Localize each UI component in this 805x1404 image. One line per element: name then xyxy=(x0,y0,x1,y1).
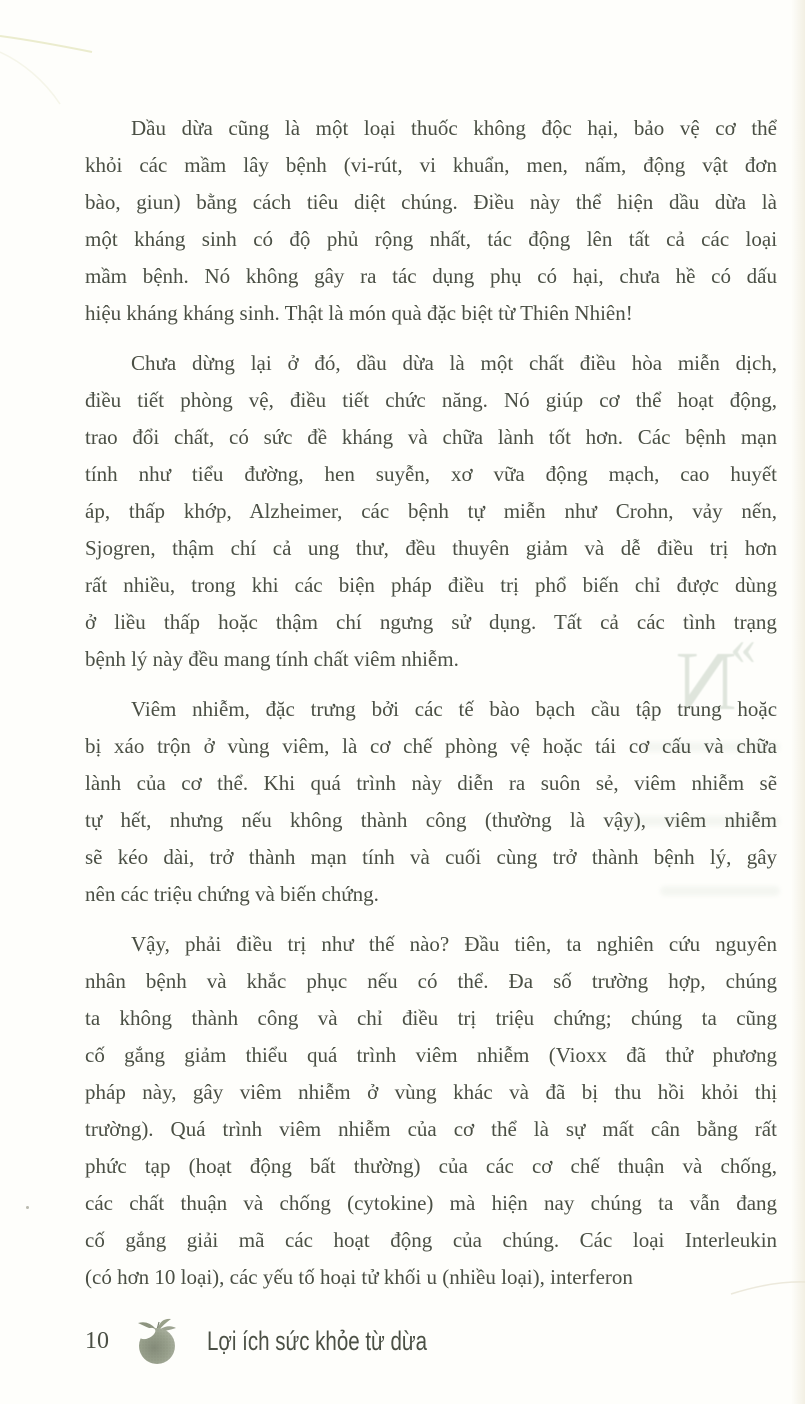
text-line: áp, thấp khớp, Alzheimer, các bệnh tự miễn như Crohn, vảy nến, xyxy=(85,499,777,523)
text-line: Viêm nhiễm, đặc trưng bởi các tế bào bạch cầu tập trung hoặc xyxy=(131,697,778,721)
coconut-icon xyxy=(133,1317,183,1365)
paragraph xyxy=(85,691,777,913)
text-line: trường). Quá trình viêm nhiễm của cơ thể là sự mất cân bằng rất xyxy=(85,1117,777,1141)
text-line: các chất thuận và chống (cytokine) mà hiện nay chúng ta vẫn đang xyxy=(85,1191,778,1215)
page-text xyxy=(85,110,777,1296)
scan-speck xyxy=(26,1206,29,1209)
text-line: Chưa dừng lại ở đó, dầu dừa là một chất điều hòa miễn dịch, xyxy=(131,351,778,375)
text-line: một kháng sinh có độ phủ rộng nhất, tác động lên tất cả các loại xyxy=(85,227,778,251)
footer-book-title: Lợi ích sức khỏe từ dừa xyxy=(207,1325,428,1356)
text-line: nên các triệu chứng và biến chứng. xyxy=(85,882,379,906)
text-line: cố gắng giảm thiểu quá trình viêm nhiễm (Vioxx đã thử phương xyxy=(85,1043,777,1067)
paragraph xyxy=(85,345,777,678)
text-line: hiệu kháng kháng sinh. Thật là món quà đặc biệt từ Thiên Nhiên! xyxy=(85,301,633,325)
paragraph xyxy=(85,110,777,332)
text-line: pháp này, gây viêm nhiễm ở vùng khác và đã bị thu hồi khỏi thị xyxy=(85,1080,778,1104)
text-line: cố gắng giải mã các hoạt động của chúng. Các loại Interleukin xyxy=(85,1228,778,1252)
text-line: tính như tiểu đường, hen suyễn, xơ vữa động mạch, cao huyết xyxy=(85,462,778,486)
page-footer xyxy=(85,1316,497,1366)
text-line: trao đổi chất, có sức đề kháng và chữa lành tốt hơn. Các bệnh mạn xyxy=(85,425,777,449)
text-line: rất nhiều, trong khi các biện pháp điều trị phổ biến chỉ được dùng xyxy=(85,573,778,597)
page-edge-shadow xyxy=(791,0,805,1404)
text-line: điều tiết phòng vệ, điều tiết chức năng. Nó giúp cơ thể hoạt động, xyxy=(85,388,778,412)
text-line: bệnh lý này đều mang tính chất viêm nhiễm. xyxy=(85,647,459,671)
text-line: Vậy, phải điều trị như thế nào? Đầu tiên, ta nghiên cứu nguyên xyxy=(131,932,778,956)
text-line: lành của cơ thể. Khi quá trình này diễn ra suôn sẻ, viêm nhiễm sẽ xyxy=(85,771,778,795)
paragraph xyxy=(85,926,777,1296)
text-line: mầm bệnh. Nó không gây ra tác dụng phụ có hại, chưa hề có dấu xyxy=(85,264,777,288)
text-line: khỏi các mầm lây bệnh (vi-rút, vi khuẩn, men, nấm, động vật đơn xyxy=(85,153,778,177)
text-line: tự hết, nhưng nếu không thành công (thường là vậy), viêm nhiễm xyxy=(85,808,778,832)
text-line: nhân bệnh và khắc phục nếu có thể. Đa số trường hợp, chúng xyxy=(85,969,777,993)
text-line: ta không thành công và chỉ điều trị triệu chứng; chúng ta cũng xyxy=(85,1006,778,1030)
bleed-through-quote-ghost: » xyxy=(730,619,756,676)
bleed-through-dropcap-ghost: N xyxy=(676,635,737,728)
text-line: Sjogren, thậm chí cả ung thư, đều thuyên giảm và dễ điều trị hơn xyxy=(85,536,777,560)
text-line: phức tạp (hoạt động bất thường) của các cơ chế thuận và chống, xyxy=(85,1154,778,1178)
text-line: bào, giun) bằng cách tiêu diệt chúng. Điều này thể hiện dầu dừa là xyxy=(85,190,777,214)
text-line: ở liều thấp hoặc thậm chí ngưng sử dụng. Tất cả các tình trạng xyxy=(85,610,777,634)
text-line: Dầu dừa cũng là một loại thuốc không độc hại, bảo vệ cơ thể xyxy=(131,116,777,140)
page-number: 10 xyxy=(85,1327,109,1354)
text-line: (có hơn 10 loại), các yếu tố hoại tử khối u (nhiều loại), interferon xyxy=(85,1265,633,1289)
text-line: sẽ kéo dài, trở thành mạn tính và cuối cùng trở thành bệnh lý, gây xyxy=(85,845,778,869)
text-line: bị xáo trộn ở vùng viêm, là cơ chế phòng vệ hoặc tái cơ cấu và chữa xyxy=(85,734,777,758)
